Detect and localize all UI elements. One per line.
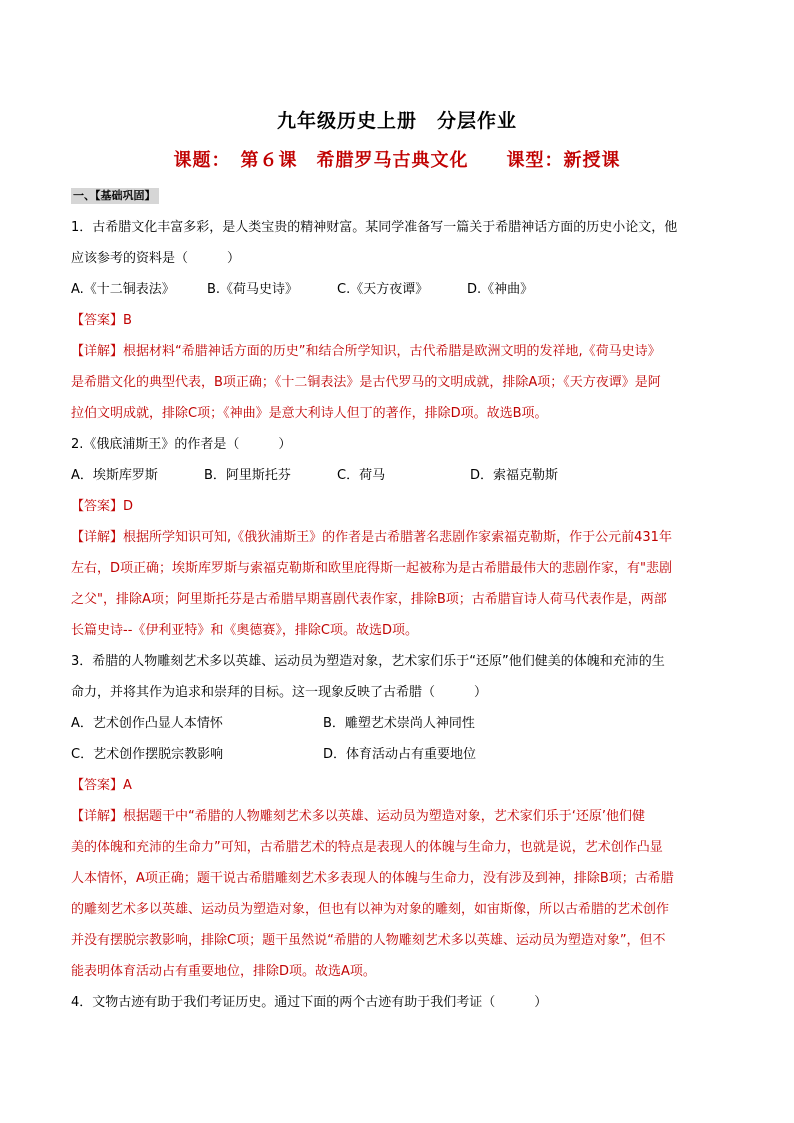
option-c: C．艺术创作摆脱宗教影响 xyxy=(71,747,224,762)
question-3-stem-line-2: 命力，并将其作为追求和崇拜的目标。这一现象反映了古希腊（ ） xyxy=(71,685,488,700)
question-1-stem-line-1: 1．古希腊文化丰富多彩，是人类宝贵的精神财富。某同学准备写一篇关于希腊神话方面的历史小论文，他 xyxy=(71,220,678,235)
question-3-detail-line: 能表明体育活动占有重要地位，排除D项。故选A项。 xyxy=(71,964,376,979)
question-3-stem-line-1: 3．希腊的人物雕刻艺术多以英雄、运动员为塑造对象，艺术家们乐于“还原”他们健美的体魄和充沛的生 xyxy=(71,654,665,669)
option-d: D.《神曲》 xyxy=(467,282,534,297)
question-2-detail-line: 长篇史诗--《伊利亚特》和《奥德赛》，排除C项。故选D项。 xyxy=(71,623,418,638)
question-3-detail-line: 【详解】根据题干中“希腊的人物雕刻艺术多以英雄、运动员为塑造对象，艺术家们乐于‘还原’他们健 xyxy=(71,809,646,824)
question-2-answer: 【答案】D xyxy=(71,499,134,514)
section-heading: 一、【基础巩固】 xyxy=(71,188,159,204)
question-2-detail-line: 【详解】根据所学知识可知,《俄狄浦斯王》的作者是古希腊著名悲剧作家索福克勒斯，作于公元前431年 xyxy=(71,530,672,545)
question-3-detail-line: 美的体魄和充沛的生命力”可知，古希腊艺术的特点是表现人的体魄与生命力，也就是说，艺术创作凸显 xyxy=(71,840,663,855)
question-2-detail-line: 左右，D项正确；埃斯库罗斯与索福克勒斯和欧里庇得斯一起被称为是古希腊最伟大的悲剧作家，有"悲剧 xyxy=(71,561,672,576)
question-3-options-row-1 xyxy=(71,708,725,739)
option-d: D．体育活动占有重要地位 xyxy=(323,747,477,762)
question-3-options-row-2 xyxy=(71,739,725,770)
question-1-answer: 【答案】B xyxy=(71,313,132,328)
question-3-detail-line: 人本情怀，A项正确；题干说古希腊雕刻艺术多表现人的体魄与生命力，没有涉及到神，排除B项；古希腊 xyxy=(71,871,674,886)
question-4-stem: 4．文物古迹有助于我们考证历史。通过下面的两个古迹有助于我们考证（ ） xyxy=(71,995,548,1010)
option-c: C．荷马 xyxy=(337,468,386,483)
option-c: C.《天方夜谭》 xyxy=(337,282,429,297)
page-title: 九年级历史上册 分层作业 xyxy=(276,110,517,132)
lesson-subtitle: 课题： 第６课 希腊罗马古典文化 课型：新授课 xyxy=(173,150,621,171)
question-1-detail-line: 是希腊文化的典型代表，B项正确；《十二铜表法》是古代罗马的文明成就，排除A项；《天方夜谭》是阿 xyxy=(71,375,661,390)
question-2-options xyxy=(71,460,725,491)
option-b: B．雕塑艺术崇尚人神同性 xyxy=(323,716,475,731)
question-1-detail-line: 【详解】根据材料“希腊神话方面的历史”和结合所学知识，古代希腊是欧洲文明的发祥地,《荷马史诗》 xyxy=(71,344,661,359)
option-b: B．阿里斯托芬 xyxy=(204,468,291,483)
question-3-answer: 【答案】A xyxy=(71,778,132,793)
question-1-stem-line-2: 应该参考的资料是（ ） xyxy=(71,251,241,266)
option-a: A．艺术创作凸显人本情怀 xyxy=(71,716,223,731)
question-list xyxy=(71,212,725,1018)
question-3-detail-line: 的雕刻艺术多以英雄、运动员为塑造对象，但也有以神为对象的雕刻，如宙斯像，所以古希腊的艺术创作 xyxy=(71,902,670,917)
option-b: B.《荷马史诗》 xyxy=(207,282,299,297)
option-d: D．索福克勒斯 xyxy=(470,468,559,483)
question-3-detail-line: 并没有摆脱宗教影响，排除C项；题干虽然说“希腊的人物雕刻艺术多以英雄、运动员为塑造对象”，但不 xyxy=(71,933,666,948)
question-2-detail-line: 之父"，排除A项；阿里斯托芬是古希腊早期喜剧代表作家，排除B项；古希腊盲诗人荷马代表作是，两部 xyxy=(71,592,667,607)
question-2-stem: 2.《俄底浦斯王》的作者是（ ） xyxy=(71,437,292,452)
question-1-options xyxy=(71,274,725,305)
option-a: A.《十二铜表法》 xyxy=(71,282,175,297)
question-1-detail-line: 拉伯文明成就，排除C项；《神曲》是意大利诗人但丁的著作，排除D项。故选B项。 xyxy=(71,406,548,421)
option-a: A．埃斯库罗斯 xyxy=(71,468,158,483)
